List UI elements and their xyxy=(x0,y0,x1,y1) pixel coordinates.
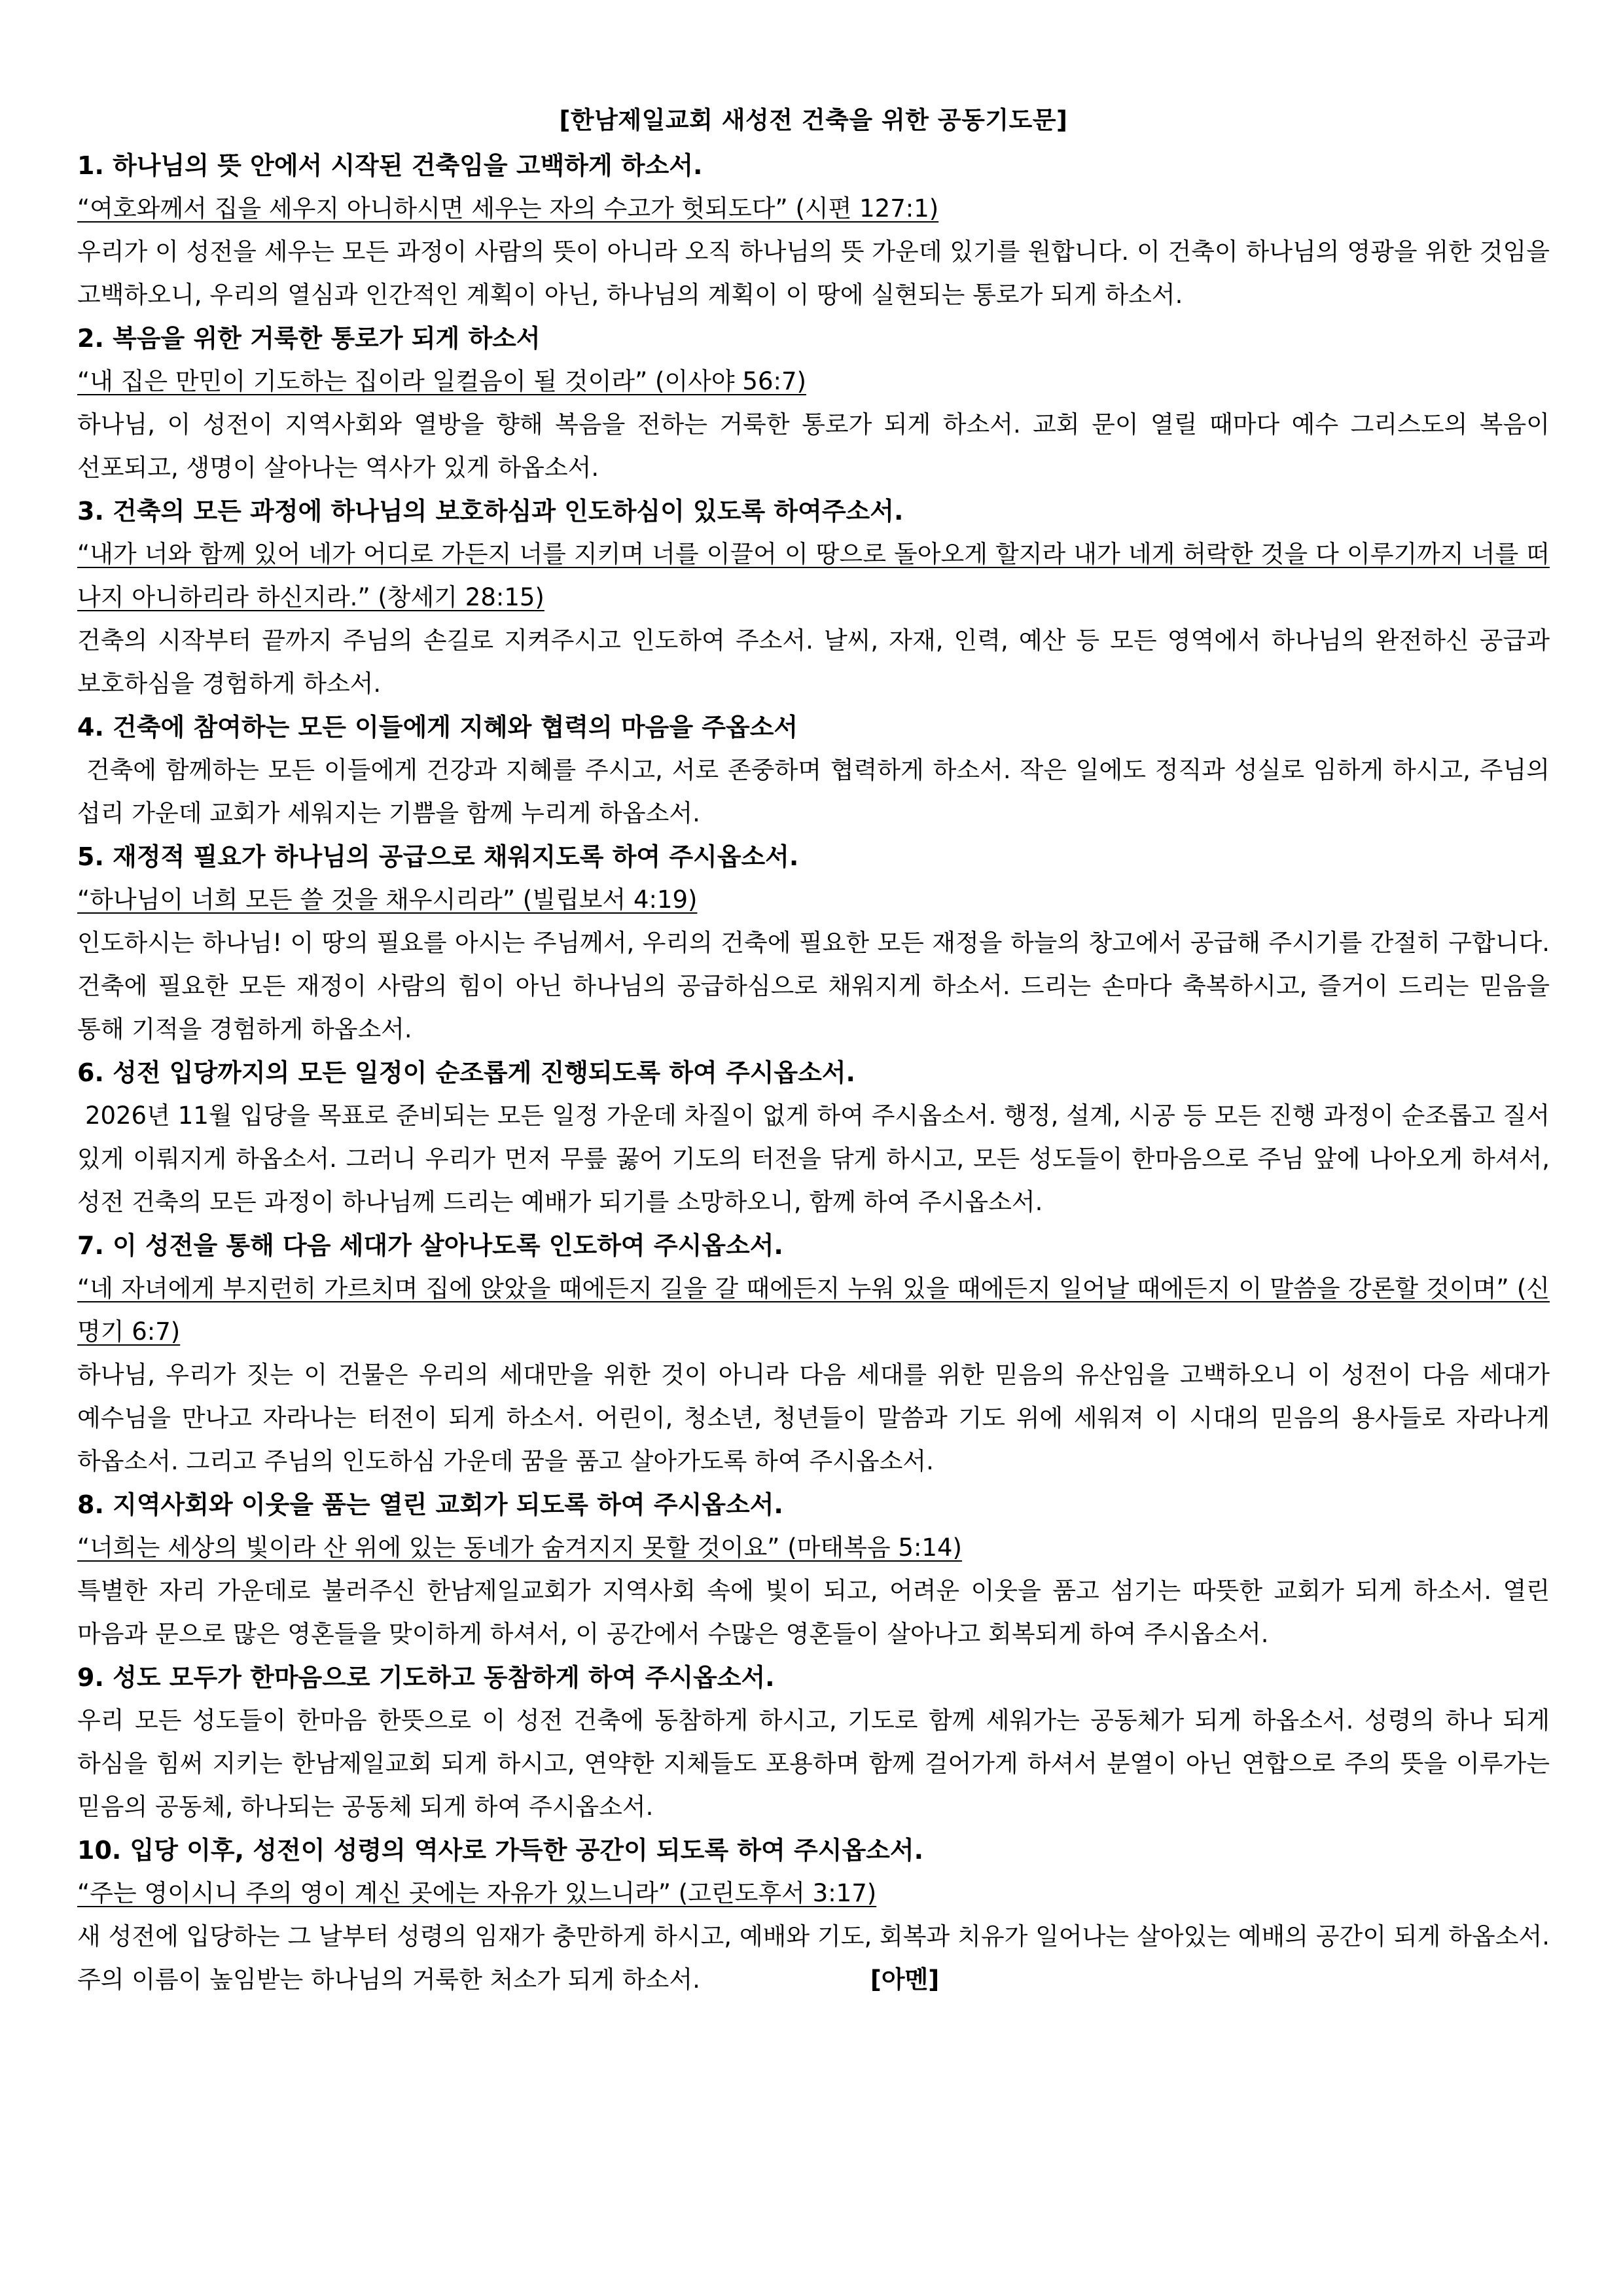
section-body: 건축에 함께하는 모든 이들에게 건강과 지혜를 주시고, 서로 존중하며 협력하게 하소서. 작은 일에도 정직과 성실로 임하게 하시고, 주님의 섭리 가운데 교회가 세워지는 기쁨을 함께 누리게 하옵소서. xyxy=(77,756,1558,827)
scripture-quote-text: “주는 영이시니 주의 영이 계신 곳에는 자유가 있느니라” (고린도후서 3:17) xyxy=(77,1879,877,1907)
section-body: 인도하시는 하나님! 이 땅의 필요를 아시는 주님께서, 우리의 건축에 필요한 모든 재정을 하늘의 창고에서 공급해 주시기를 간절히 구합니다. 건축에 필요한 모든 재정이 사람의 힘이 아닌 하나님의 공급하심으로 채워지게 하소서. 드리는 손마다 축복하시고, 즐거이 드리는 믿음을 통해 기적을 경험하게 하옵소서. xyxy=(77,929,1550,1043)
section-body: 하나님, 우리가 짓는 이 건물은 우리의 세대만을 위한 것이 아니라 다음 세대를 위한 믿음의 유산임을 고백하오니 이 성전이 다음 세대가 예수님을 만나고 자라나는 터전이 되게 하소서. 어린이, 청소년, 청년들이 말씀과 기도 위에 세워져 이 시대의 믿음의 용사들로 자라나게 하옵소서. 그리고 주님의 인도하심 가운데 꿈을 품고 살아가도록 하여 주시옵소서. xyxy=(77,1361,1550,1475)
scripture-quote-text: “네 자녀에게 부지런히 가르치며 집에 앉았을 때에든지 길을 갈 때에든지 누워 있을 때에든지 일어날 때에든지 이 말씀을 강론할 것이며” (신명기 6:7) xyxy=(77,1274,1550,1346)
scripture-quote-text: “하나님이 너희 모든 쓸 것을 채우시리라” (빌립보서 4:19) xyxy=(77,886,698,914)
scripture-quote-text: “여호와께서 집을 세우지 아니하시면 세우는 자의 수고가 헛되도다” (시편 127:1) xyxy=(77,194,939,223)
document-title: [한남제일교회 새성전 건축을 위한 공동기도문] xyxy=(559,106,1068,134)
prayer-document xyxy=(77,98,1558,2001)
closing-amen: [아멘] xyxy=(870,1965,940,1994)
prayer-section-2 xyxy=(77,317,1550,490)
section-heading: 1. 하나님의 뜻 안에서 시작된 건축임을 고백하게 하소서. xyxy=(77,151,703,180)
section-body: 우리 모든 성도들이 한마음 한뜻으로 이 성전 건축에 동참하게 하시고, 기도로 함께 세워가는 공동체가 되게 하옵소서. 성령의 하나 되게 하심을 힘써 지키는 한남제일교회 되게 하시고, 연약한 지체들도 포용하며 함께 걸어가게 하셔서 분열이 아닌 연합으로 주의 뜻을 이루가는 믿음의 공동체, 하나되는 공동체 되게 하여 주시옵소서. xyxy=(77,1706,1550,1821)
scripture-quote xyxy=(77,1267,1550,1354)
prayer-section-3 xyxy=(77,490,1550,706)
prayer-section-1 xyxy=(77,144,1550,317)
section-body: 특별한 자리 가운데로 불러주신 한남제일교회가 지역사회 속에 빛이 되고, 어려운 이웃을 품고 섬기는 따뜻한 교회가 되게 하소서. 열린 마음과 문으로 많은 영혼들을 맞이하게 하셔서, 이 공간에서 수많은 영혼들이 살아나고 회복되게 하여 주시옵소서. xyxy=(77,1577,1550,1648)
scripture-quote-text: “너희는 세상의 빛이라 산 위에 있는 동네가 숨겨지지 못할 것이요” (마태복음 5:14) xyxy=(77,1534,962,1562)
section-heading: 4. 건축에 참여하는 모든 이들에게 지혜와 협력의 마음을 주옵소서 xyxy=(77,713,798,742)
section-heading: 10. 입당 이후, 성전이 성령의 역사로 가득한 공간이 되도록 하여 주시옵소서. xyxy=(77,1836,924,1865)
prayer-section-5 xyxy=(77,835,1550,1051)
section-heading: 3. 건축의 모든 과정에 하나님의 보호하심과 인도하심이 있도록 하여주소서. xyxy=(77,497,904,526)
prayer-section-7 xyxy=(77,1224,1550,1483)
prayer-section-6 xyxy=(77,1051,1558,1224)
scripture-quote xyxy=(77,878,1550,922)
prayer-section-4 xyxy=(77,706,1558,835)
section-heading: 2. 복음을 위한 거룩한 통로가 되게 하소서 xyxy=(77,324,541,353)
section-heading: 5. 재정적 필요가 하나님의 공급으로 채워지도록 하여 주시옵소서. xyxy=(77,842,799,871)
section-heading: 8. 지역사회와 이웃을 품는 열린 교회가 되도록 하여 주시옵소서. xyxy=(77,1490,783,1519)
section-heading: 6. 성전 입당까지의 모든 일정이 순조롭게 진행되도록 하여 주시옵소서. xyxy=(77,1058,855,1087)
scripture-quote-text: “내 집은 만민이 기도하는 집이라 일컬음이 될 것이라” (이사야 56:7) xyxy=(77,367,806,395)
scripture-quote xyxy=(77,1872,1550,1915)
scripture-quote xyxy=(77,360,1550,403)
scripture-quote xyxy=(77,533,1550,619)
prayer-section-10 xyxy=(77,1829,1550,2001)
prayer-section-9 xyxy=(77,1656,1550,1829)
section-body: 건축의 시작부터 끝까지 주님의 손길로 지켜주시고 인도하여 주소서. 날씨, 자재, 인력, 예산 등 모든 영역에서 하나님의 완전하신 공급과 보호하심을 경험하게 하소서. xyxy=(77,626,1550,698)
scripture-quote xyxy=(77,1526,1550,1570)
section-heading: 9. 성도 모두가 한마음으로 기도하고 동참하게 하여 주시옵소서. xyxy=(77,1663,775,1692)
section-body: 우리가 이 성전을 세우는 모든 과정이 사람의 뜻이 아니라 오직 하나님의 뜻 가운데 있기를 원합니다. 이 건축이 하나님의 영광을 위한 것임을 고백하오니, 우리의 열심과 인간적인 계획이 아닌, 하나님의 계획이 이 땅에 실현되는 통로가 되게 하소서. xyxy=(77,238,1550,309)
section-body-text: 새 성전에 입당하는 그 날부터 성령의 임재가 충만하게 하시고, 예배와 기도, 회복과 치유가 일어나는 살아있는 예배의 공간이 되게 하옵소서. 주의 이름이 높임받는 하나님의 거룩한 처소가 되게 하소서. xyxy=(77,1922,1550,1994)
section-body: 2026년 11월 입당을 목표로 준비되는 모든 일정 가운데 차질이 없게 하여 주시옵소서. 행정, 설계, 시공 등 모든 진행 과정이 순조롭고 질서 있게 이뤄지게 하옵소서. 그러니 우리가 먼저 무릎 꿇어 기도의 터전을 닦게 하시고, 모든 성도들이 한마음으로 주님 앞에 나아오게 하셔서, 성전 건축의 모든 과정이 하나님께 드리는 예배가 되기를 소망하오니, 함께 하여 주시옵소서. xyxy=(77,1102,1558,1216)
section-body xyxy=(77,1915,1550,2001)
section-heading: 7. 이 성전을 통해 다음 세대가 살아나도록 인도하여 주시옵소서. xyxy=(77,1231,783,1260)
section-body: 하나님, 이 성전이 지역사회와 열방을 향해 복음을 전하는 거룩한 통로가 되게 하소서. 교회 문이 열릴 때마다 예수 그리스도의 복음이 선포되고, 생명이 살아나는 역사가 있게 하옵소서. xyxy=(77,410,1550,482)
prayer-section-8 xyxy=(77,1483,1550,1656)
scripture-quote-text: “내가 너와 함께 있어 네가 어디로 가든지 너를 지키며 너를 이끌어 이 땅으로 돌아오게 할지라 내가 네게 허락한 것을 다 이루기까지 너를 떠나지 아니하리라 하신지라.” (창세기 28:15) xyxy=(77,540,1550,611)
scripture-quote xyxy=(77,187,1550,230)
